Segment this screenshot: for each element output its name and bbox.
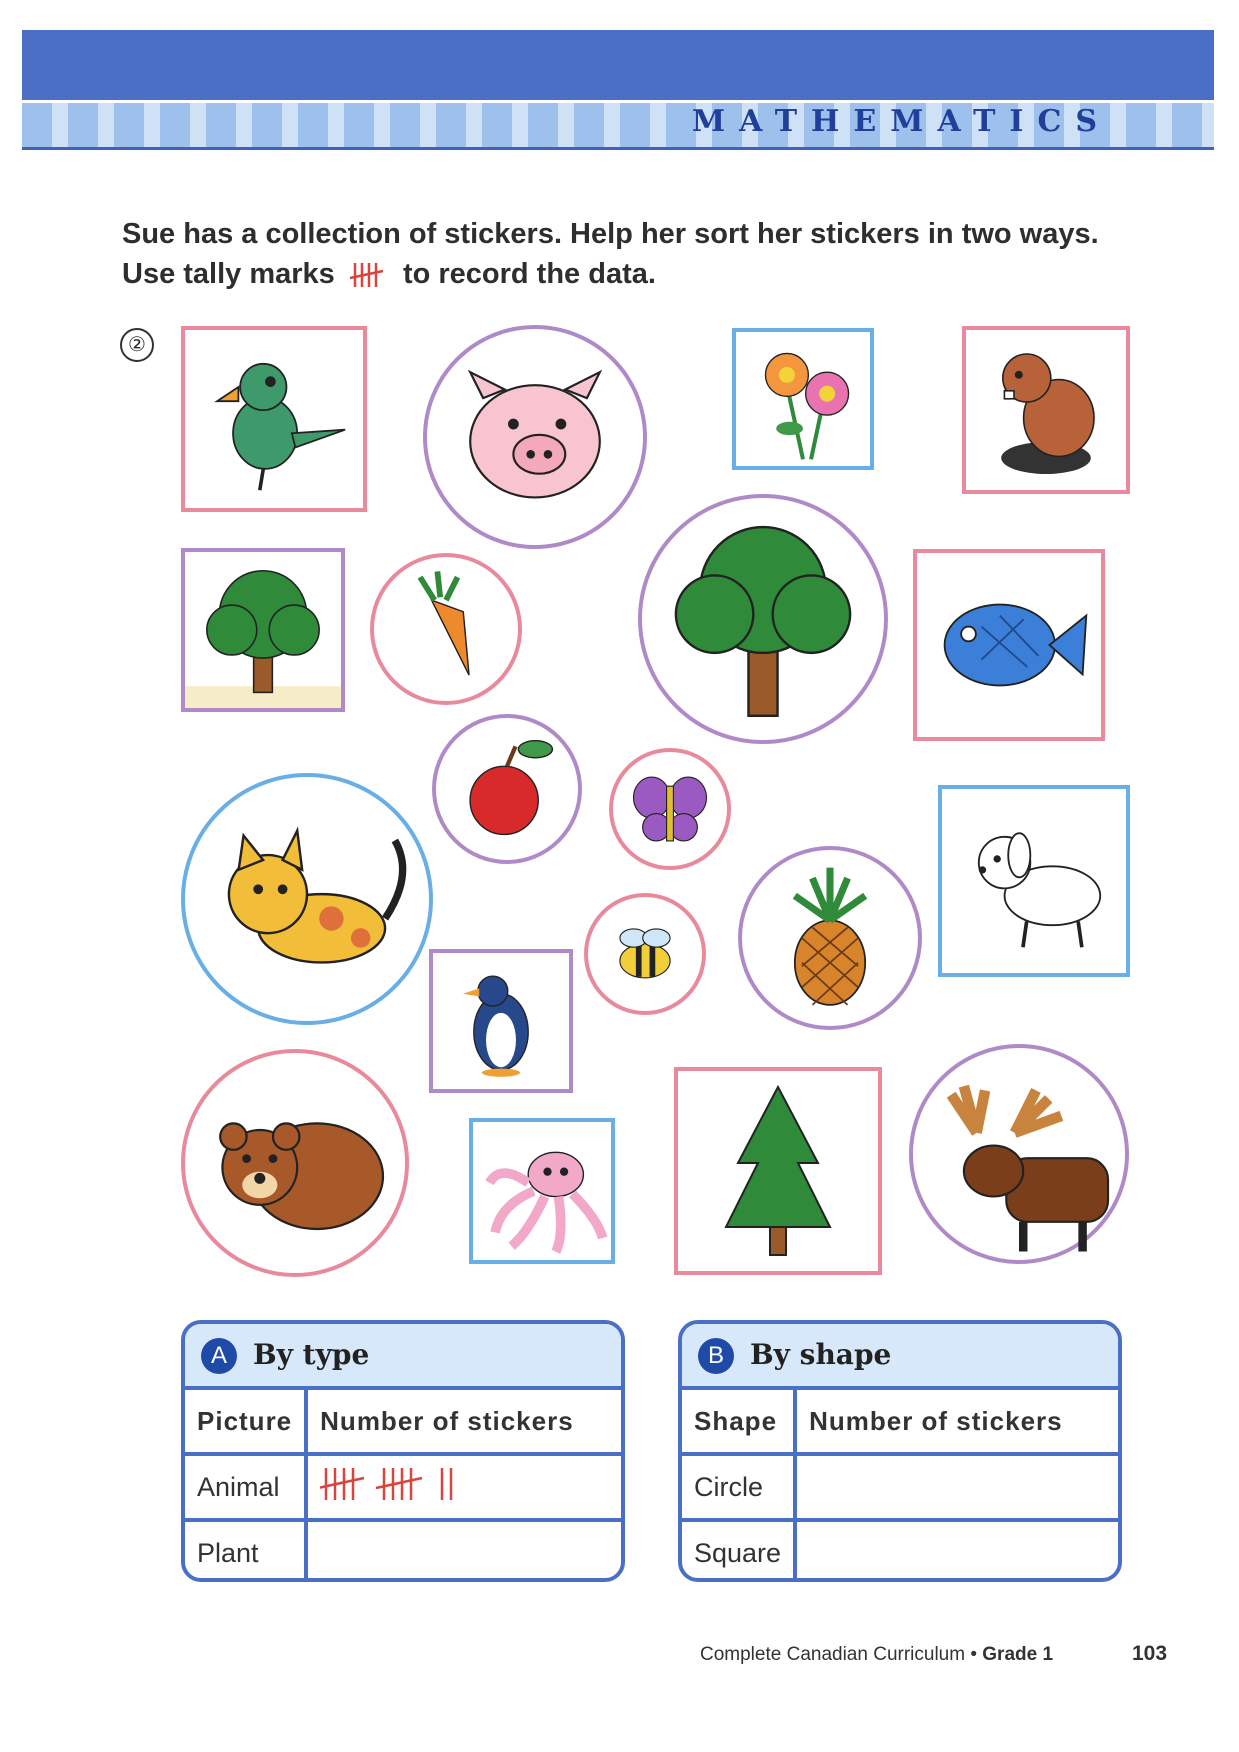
penguin-icon: [433, 953, 569, 1089]
table-b-header-row: [682, 1390, 1121, 1454]
tally-marks: [320, 1464, 620, 1504]
sticker-bird: [181, 326, 367, 512]
beaver-icon: [966, 330, 1126, 490]
sticker-bee: [584, 893, 706, 1015]
pig-icon: [427, 329, 643, 545]
footer: [700, 1644, 1053, 1666]
row-label: Plant: [185, 1520, 306, 1582]
flowers-icon: [736, 332, 870, 466]
table-a-title: By type: [253, 1338, 370, 1371]
instruction-line-2: [122, 254, 1142, 294]
instruction-line-2-end: to record the data.: [402, 258, 656, 290]
bee-icon: [588, 897, 702, 1011]
table-b-letter: B: [698, 1338, 734, 1374]
table-a-col1: Picture: [185, 1390, 306, 1454]
table-a-header: [185, 1324, 621, 1390]
octopus-icon: [473, 1122, 611, 1260]
table-a-letter: A: [201, 1338, 237, 1374]
page-number: 103: [1132, 1642, 1168, 1665]
tally-cell[interactable]: [306, 1454, 625, 1520]
table-a-header-row: [185, 1390, 625, 1454]
dog-icon: [942, 789, 1126, 973]
question-number: ②: [120, 328, 154, 362]
tally-five-icon: [349, 260, 389, 290]
header-banner: [22, 30, 1214, 100]
table-a-by-type: [181, 1320, 625, 1582]
footer-grade: Grade 1: [982, 1644, 1054, 1665]
sticker-flowers: [732, 328, 874, 470]
tally-marks: [320, 1530, 620, 1570]
tally-cell[interactable]: [795, 1454, 1121, 1520]
table-b-title: By shape: [750, 1338, 892, 1371]
table-a: [185, 1390, 625, 1582]
sticker-tree-small: [181, 548, 345, 712]
bear-icon: [185, 1053, 405, 1273]
pineapple-icon: [742, 850, 918, 1026]
instruction-line-2-start: Use tally marks: [122, 258, 335, 290]
table-a-col2: Number of stickers: [306, 1390, 625, 1454]
sticker-pig: [423, 325, 647, 549]
tree-icon: [185, 552, 341, 708]
sticker-octopus: [469, 1118, 615, 1264]
subject-label: MATHEMATICS: [691, 104, 1111, 139]
carrot-icon: [374, 557, 518, 701]
tally-cell[interactable]: [795, 1520, 1121, 1582]
sticker-dog: [938, 785, 1130, 977]
footer-text: Complete Canadian Curriculum •: [700, 1644, 983, 1665]
table-b-header: [682, 1324, 1118, 1390]
tally-marks: [809, 1530, 1109, 1570]
sticker-pine-tree: [674, 1067, 882, 1275]
table-b-by-shape: [678, 1320, 1122, 1582]
table-b-col2: Number of stickers: [795, 1390, 1121, 1454]
row-label: Animal: [185, 1454, 306, 1520]
sticker-bear: [181, 1049, 409, 1277]
butterfly-icon: [613, 752, 727, 866]
tally-marks: [809, 1464, 1109, 1504]
fish-icon: [917, 553, 1101, 737]
instruction-line-1: Sue has a collection of stickers. Help her sort her stickers in two ways.: [122, 218, 1099, 250]
table-b-col1: Shape: [682, 1390, 795, 1454]
row-label: Square: [682, 1520, 795, 1582]
row-label: Circle: [682, 1454, 795, 1520]
bird-icon: [185, 330, 363, 508]
sticker-tree-large: [638, 494, 888, 744]
tally-cell[interactable]: [306, 1520, 625, 1582]
instructions: [122, 214, 1142, 294]
pine-tree-icon: [678, 1071, 878, 1271]
sticker-carrot: [370, 553, 522, 705]
table-row: [682, 1520, 1121, 1582]
table-b: [682, 1390, 1121, 1582]
moose-icon: [913, 1048, 1125, 1260]
sticker-beaver: [962, 326, 1130, 494]
sticker-pineapple: [738, 846, 922, 1030]
sticker-moose: [909, 1044, 1129, 1264]
tree-icon: [642, 498, 884, 740]
sticker-butterfly: [609, 748, 731, 870]
sticker-cat: [181, 773, 433, 1025]
sticker-apple: [432, 714, 582, 864]
apple-icon: [436, 718, 578, 860]
table-row: [682, 1454, 1121, 1520]
sticker-penguin: [429, 949, 573, 1093]
table-row: [185, 1454, 625, 1520]
cat-icon: [185, 777, 429, 1021]
sticker-fish: [913, 549, 1105, 741]
table-row: [185, 1520, 625, 1582]
